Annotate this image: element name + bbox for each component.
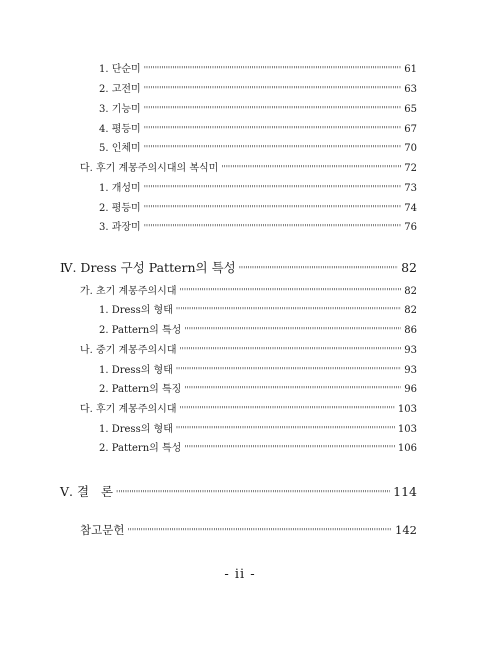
- toc-entry: [99, 60, 417, 75]
- dot-leader: [176, 425, 395, 434]
- toc-entry-page: 72: [404, 163, 417, 174]
- toc-entry: [99, 380, 417, 395]
- toc-entry-label: 2. 평등미: [99, 203, 141, 214]
- dot-leader: [184, 326, 401, 335]
- toc-entry-label: 나. 중기 계몽주의시대: [80, 345, 177, 356]
- toc-entry-page: 74: [404, 203, 417, 214]
- dot-leader: [184, 444, 395, 453]
- toc-entry-label: 1. 단순미: [99, 64, 141, 75]
- dot-leader: [127, 527, 392, 536]
- dot-leader: [184, 385, 401, 394]
- toc-entry-page: 70: [404, 143, 417, 154]
- toc-entry: [80, 341, 417, 356]
- toc-entry-label: 5. 인체미: [99, 143, 141, 154]
- dot-leader: [179, 346, 401, 355]
- toc-entry: [80, 400, 417, 415]
- toc-entry-label: 1. Dress의 형태: [99, 305, 173, 316]
- toc-chapter: [60, 258, 417, 276]
- dot-leader: [179, 405, 394, 414]
- page-number: - ii -: [224, 567, 256, 582]
- toc-chapter-label: Ⅴ. 결 론: [60, 484, 114, 499]
- toc-chapter-page: 114: [393, 484, 417, 499]
- toc-entry-label: 2. Pattern의 특성: [99, 443, 182, 454]
- toc-entry-page: 63: [404, 84, 417, 95]
- toc-entry-page: 82: [404, 305, 417, 316]
- toc-entry: [99, 120, 417, 135]
- toc-entry-label: 2. Pattern의 특징: [99, 384, 182, 395]
- dot-leader: [144, 184, 402, 193]
- toc-entry-label: 3. 기능미: [99, 104, 141, 115]
- toc-entry-page: 65: [404, 104, 417, 115]
- toc-entry-page: 103: [397, 404, 417, 415]
- toc-entry: [99, 179, 417, 194]
- toc-references: [80, 522, 417, 538]
- toc-entry: [99, 420, 417, 435]
- toc-entry-page: 96: [404, 384, 417, 395]
- dot-leader: [144, 85, 402, 94]
- toc-entry: [99, 100, 417, 115]
- toc-entry-label: 1. Dress의 형태: [99, 424, 173, 435]
- toc-references-label: 참고문헌: [80, 523, 125, 537]
- dot-leader: [144, 144, 402, 153]
- dot-leader: [116, 489, 390, 498]
- toc-entry-label: 1. 개성미: [99, 183, 141, 194]
- toc-entry: [80, 159, 417, 174]
- toc-chapter: [60, 482, 417, 500]
- toc-entry-page: 93: [404, 345, 417, 356]
- toc-entry-page: 82: [404, 286, 417, 297]
- dot-leader: [176, 366, 401, 375]
- toc-entry-page: 86: [404, 325, 417, 336]
- toc-entry: [80, 282, 417, 297]
- dot-leader: [144, 204, 402, 213]
- toc-entry: [99, 439, 417, 454]
- dot-leader: [144, 125, 402, 134]
- toc-entry-label: 4. 평등미: [99, 124, 141, 135]
- toc-entry-label: 1. Dress의 형태: [99, 365, 173, 376]
- dot-leader: [144, 223, 402, 232]
- toc-chapter-label: Ⅳ. Dress 구성 Pattern의 특성: [60, 260, 236, 275]
- toc-entry: [99, 199, 417, 214]
- toc-entry-page: 106: [397, 443, 417, 454]
- toc-entry-page: 76: [404, 222, 417, 233]
- toc-entry-page: 61: [404, 64, 417, 75]
- toc-entry-page: 67: [404, 124, 417, 135]
- toc-entry-page: 73: [404, 183, 417, 194]
- toc-entry-label: 3. 과장미: [99, 222, 141, 233]
- toc-chapter-page: 82: [401, 260, 417, 275]
- toc-entry-page: 103: [397, 424, 417, 435]
- toc-entry-label: 가. 초기 계몽주의시대: [80, 286, 177, 297]
- dot-leader: [221, 164, 401, 173]
- dot-leader: [144, 65, 402, 74]
- toc-entry: [99, 321, 417, 336]
- dot-leader: [239, 265, 398, 274]
- toc-entry-label: 2. 고전미: [99, 84, 141, 95]
- toc-entry: [99, 301, 417, 316]
- toc-entry-label: 다. 후기 계몽주의시대: [80, 404, 177, 415]
- dot-leader: [176, 306, 401, 315]
- toc-entry: [99, 218, 417, 233]
- toc-entry: [99, 80, 417, 95]
- toc-entry: [99, 139, 417, 154]
- dot-leader: [144, 105, 402, 114]
- toc-references-page: 142: [395, 523, 417, 537]
- toc-entry: [99, 361, 417, 376]
- dot-leader: [179, 287, 401, 296]
- toc-entry-page: 93: [404, 365, 417, 376]
- toc-entry-label: 2. Pattern의 특성: [99, 325, 182, 336]
- toc-entry-label: 다. 후기 계몽주의시대의 복식미: [80, 163, 219, 174]
